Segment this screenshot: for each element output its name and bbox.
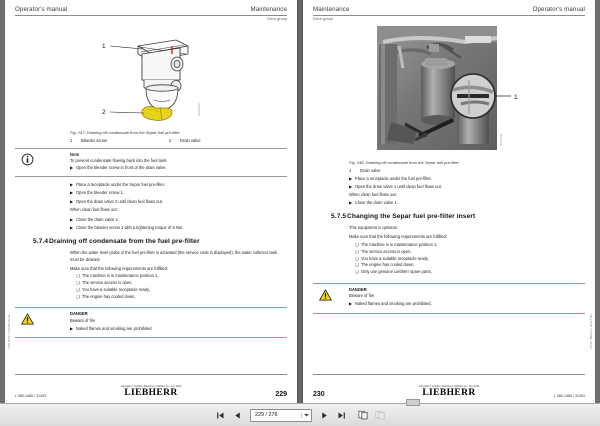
callout-1: 1 <box>514 94 518 102</box>
condition-text: When clean fuel flows out: <box>349 192 397 198</box>
requirement-item <box>355 242 585 248</box>
danger-bullet-text: Naked flames and smoking are prohibited. <box>76 326 153 332</box>
section-number: 5.7.4 <box>33 238 49 246</box>
bullet-triangle-icon: ▶ <box>70 326 74 332</box>
step-item <box>349 184 585 190</box>
bullet-triangle-icon: ▶ <box>70 190 74 196</box>
step-text: Close the drain valve 1. <box>355 199 398 205</box>
danger-title: DANGER <box>70 311 88 317</box>
step-text: Open the drain valve 2 until clean fuel flows out. <box>76 198 163 204</box>
footer-page-number: 229 <box>275 391 287 398</box>
checkbox-icon: ❑ <box>355 241 359 247</box>
step-text: Close the drain valve 2. <box>76 216 119 222</box>
margin-document-code: LBH-9000 / 1000BL-61/en <box>589 314 592 349</box>
facing-page-view-icon[interactable] <box>373 409 386 422</box>
header-right-text: Operator's manual <box>532 6 585 13</box>
checkbox-icon: ❑ <box>76 273 80 279</box>
requirement-item <box>76 294 287 300</box>
step-item <box>70 190 287 196</box>
checkbox-icon: ❑ <box>76 287 80 293</box>
step-item <box>70 182 287 188</box>
step-text: Place a receptacle under the Separ fuel pre-filter. <box>76 182 165 188</box>
note-title: Note <box>70 151 80 157</box>
margin-document-code: LBH-9000 / 1000BL-61/en <box>8 314 11 349</box>
condition-text: When clean fuel flows out: <box>70 207 118 213</box>
page-content <box>313 24 585 362</box>
page-number-input[interactable] <box>250 409 312 422</box>
step-item <box>70 217 287 223</box>
scrollbar-thumb[interactable] <box>406 399 420 406</box>
footer-copyright: copyright © Liebherr Machinery (Dalian) Co., Ltd. 2010 <box>120 385 182 388</box>
step-item <box>349 200 585 206</box>
requirement-item <box>355 262 585 268</box>
header-subtitle: Drive group <box>267 17 287 22</box>
page-content <box>15 24 287 362</box>
bullet-triangle-icon: ▶ <box>70 224 74 230</box>
requirement-item <box>355 256 585 262</box>
figure-legend <box>70 138 287 143</box>
footer-brand-block <box>375 385 523 398</box>
last-page-icon[interactable] <box>335 409 348 422</box>
bullet-triangle-icon: ▶ <box>70 216 74 222</box>
legend-label: Drain valve <box>360 167 381 173</box>
note-text: To prevent condensate flowing back into the fuel tank: <box>70 158 168 164</box>
danger-box <box>15 307 287 338</box>
danger-subtitle: Beware of fire <box>349 293 375 299</box>
step-item <box>349 176 585 182</box>
previous-page-icon[interactable] <box>231 409 244 422</box>
requirement-item <box>76 287 287 293</box>
section-title: Draining off condensate from the fuel pre-filter <box>49 238 200 246</box>
next-page-icon[interactable] <box>318 409 331 422</box>
requirement-text: The service access is open, <box>82 280 133 286</box>
requirement-item <box>76 273 287 279</box>
separ-fuel-prefilter-drawing <box>76 24 226 122</box>
page-number-value[interactable]: 229 / 276 <box>255 412 278 418</box>
requirement-text: The service access is open, <box>361 248 412 254</box>
legend-number: 2 <box>169 137 172 143</box>
note-box <box>15 148 287 178</box>
page-230 <box>303 0 595 404</box>
header-subtitle: Drive group <box>313 17 333 22</box>
page-header <box>313 6 585 16</box>
bullet-triangle-icon: ▶ <box>349 175 353 181</box>
bullet-triangle-icon: ▶ <box>70 182 74 188</box>
section-number: 5.7.5 <box>331 212 347 220</box>
warning-triangle-icon <box>319 288 332 301</box>
figure-caption: Fig. 247: Draining off condensate from the Separ fuel pre-filter <box>70 130 180 136</box>
requirement-item <box>355 269 585 275</box>
note-bullet <box>70 165 287 171</box>
danger-bullet <box>349 301 585 307</box>
header-right-text: Maintenance <box>250 6 287 13</box>
drain-valve-highlight <box>142 106 172 120</box>
single-page-view-icon[interactable] <box>356 409 369 422</box>
header-left-text: Operator's manual <box>15 6 68 13</box>
danger-box <box>313 283 585 314</box>
checkbox-icon: ❑ <box>76 294 80 300</box>
step-text: Open the bleeder screw 1. <box>76 190 125 196</box>
procedure-steps <box>349 176 585 206</box>
step-text: Close the bleeder screw 1 with a tightening torque of 6 Nm. <box>76 224 184 230</box>
step-item <box>70 225 287 231</box>
page-header <box>15 6 287 16</box>
danger-bullet-text: Naked flames and smoking are prohibited. <box>355 301 432 307</box>
legend-label: Drain valve <box>180 137 201 143</box>
requirement-text: The engine has cooled down, <box>361 262 415 268</box>
requirements-lead: Make sure that the following requirements are fulfilled: <box>70 265 169 271</box>
danger-subtitle: Beware of fire <box>70 317 96 323</box>
liebherr-logo: LIEBHERR <box>124 387 178 398</box>
warning-triangle-icon <box>21 312 34 325</box>
checkbox-icon: ❑ <box>355 269 359 275</box>
footer-document-code: L 580-1465 / 31403 <box>15 394 47 398</box>
step-text: Open the drain valve 1 until clean fuel flows out. <box>355 183 442 189</box>
figure-caption: Fig. 248: Draining off condensate from the Separ fuel pre-filter <box>349 160 459 166</box>
danger-bullet <box>70 326 287 332</box>
section-intro-text: This equipment is optional. <box>349 224 398 230</box>
section-body <box>349 225 585 276</box>
procedure-steps <box>70 182 287 231</box>
legend-number: 1 <box>70 137 73 143</box>
callout-2: 2 <box>102 109 106 117</box>
header-left-text: Maintenance <box>313 6 350 13</box>
requirement-text: Only use genuine Liebherr spare parts, <box>361 269 432 275</box>
requirement-item <box>355 249 585 255</box>
checkbox-icon: ❑ <box>355 262 359 268</box>
figure-247 <box>15 24 287 127</box>
legend-number: 1 <box>349 167 352 173</box>
section-body <box>70 250 287 300</box>
note-bullet-text: Open the bleeder screw in front of the drain valve. <box>76 164 167 170</box>
requirement-text: The engine has cooled down, <box>82 294 136 300</box>
checkbox-icon: ❑ <box>76 280 80 286</box>
section-intro-text: When the water level probe in the fuel pre-filter is activated (the service code is displayed), the water collector tank must be drained. <box>70 250 278 262</box>
requirement-item <box>76 280 287 286</box>
requirement-text: You have a suitable receptacle ready, <box>361 255 429 261</box>
footer-page-number: 230 <box>313 391 325 398</box>
danger-title: DANGER <box>349 286 367 292</box>
requirement-text: The machine is in maintenance position 1, <box>361 241 438 247</box>
requirements-lead: Make sure that the following requirements are fulfilled: <box>349 234 448 240</box>
bullet-triangle-icon: ▶ <box>349 183 353 189</box>
legend-label: Bleeder screw <box>81 137 107 143</box>
bullet-triangle-icon: ▶ <box>70 198 74 204</box>
page-229 <box>5 0 297 404</box>
navigation-toolbar <box>0 403 600 426</box>
step-text: Place a receptacle under the fuel pre-filter. <box>355 175 432 181</box>
step-item <box>70 199 287 205</box>
checkbox-icon: ❑ <box>355 255 359 261</box>
figure-vertical-code: LFR/10000 <box>198 103 201 117</box>
checkbox-icon: ❑ <box>355 248 359 254</box>
liebherr-logo: LIEBHERR <box>422 387 476 398</box>
figure-legend <box>349 168 585 173</box>
section-heading-574 <box>15 238 287 245</box>
requirement-text: You have a suitable receptacle ready, <box>82 287 150 293</box>
info-icon <box>21 153 34 166</box>
footer-document-code: L 580-1465 / 31403 <box>553 394 585 398</box>
callout-1: 1 <box>102 43 106 51</box>
bullet-triangle-icon: ▶ <box>349 199 353 205</box>
chevron-down-icon[interactable] <box>301 413 310 418</box>
footer-brand-block <box>77 385 225 398</box>
footer-copyright: copyright © Liebherr Machinery (Dalian) Co., Ltd. 2010 <box>418 385 480 388</box>
page-footer <box>313 374 585 398</box>
page-footer <box>15 374 287 398</box>
requirement-text: The machine is in maintenance position 1, <box>82 273 159 279</box>
first-page-icon[interactable] <box>214 409 227 422</box>
figure-vertical-code: LFR/10000 <box>500 133 503 147</box>
section-heading-575 <box>313 213 585 220</box>
bullet-triangle-icon: ▶ <box>70 164 74 170</box>
figure-248 <box>313 24 585 157</box>
section-title: Changing the Separ fuel pre-filter insert <box>347 212 476 220</box>
bullet-triangle-icon: ▶ <box>349 301 353 307</box>
engine-bay-photo <box>369 24 529 152</box>
